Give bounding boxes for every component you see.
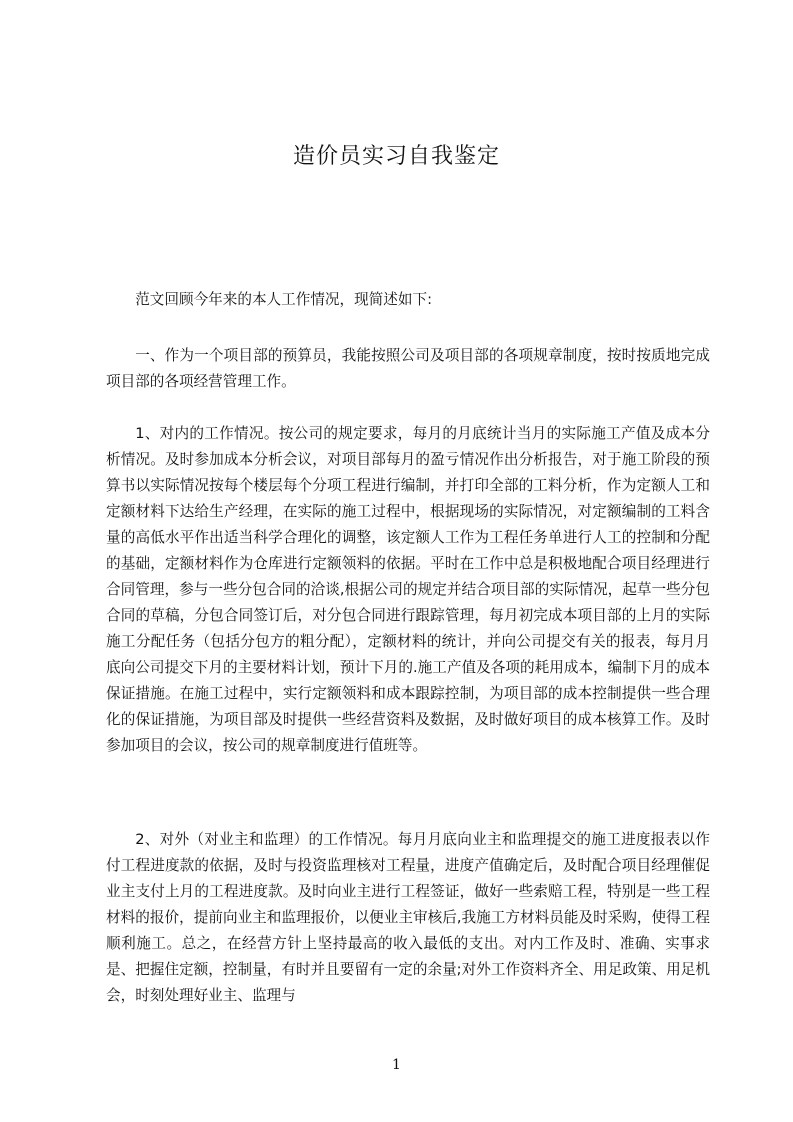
document-title: 造价员实习自我鉴定 [292, 144, 500, 169]
paragraph-section-one: 一、作为一个项目部的预算员，我能按照公司及项目部的各项规章制度，按时按质地完成项目部的各项经营管理工作。 [106, 347, 710, 390]
paragraph-internal-work: 1、对内的工作情况。按公司的规定要求，每月的月底统计当月的实际施工产值及成本分析情况。及时参加成本分析会议，对项目部每月的盈亏情况作出分析报告，对于施工阶段的预算书以实际情况按每个楼层每个分项工程进行编制，并打印全部的工料分析，作为定额人工和定额材料下达给生产经理，在实际的施工过程中，根据现场的实际情况，对定额编制的工料含量的高低水平作出适当科学合理化的调整，该定额人工作为工程任务单进行人工的控制和分配的基础，定额材料作为仓库进行定额领料的依据。平时在工作中总是积极地配合项目经理进行合同管理，参与一些分包合同的洽谈,根据公司的规定并结合项目部的实际情况，起草一些分包合同的草稿，分包合同签订后，对分包合同进行跟踪管理，每月初完成本项目部的上月的实际施工分配任务（包括分包方的粗分配），定额材料的统计，并向公司提交有关的报表，每月月底向公司提交下月的主要材料计划，预计下月的.施工产值及各项的耗用成本，编制下月的成本保证措施。在施工过程中，实行定额领料和成本跟踪控制，为项目部的成本控制提供一些合理化的保证措施，为项目部及时提供一些经营资料及数据，及时做好项目的成本核算工作。及时参加项目的会议，按公司的规章制度进行值班等。 [106, 425, 710, 754]
page-number: 1 [392, 1057, 401, 1073]
paragraph-intro: 范文回顾今年来的本人工作情况，现简述如下: [135, 291, 432, 308]
paragraph-external-work: 2、对外（对业主和监理）的工作情况。每月月底向业主和监理提交的施工进度报表以作付工程进度款的依据，及时与投资监理核对工程量，进度产值确定后，及时配合项目经理催促业主支付上月的工程进度款。及时向业主进行工程签证，做好一些索赔工程，特别是一些工程材料的报价，提前向业主和监理报价，以便业主审核后,我施工方材料员能及时采购，使得工程顺利施工。总之，在经营方针上坚持最高的收入最低的支出。对内工作及时、准确、实事求是、把握住定额，控制量，有时并且要留有一定的余量;对外工作资料齐全、用足政策、用足机会，时刻处理好业主、监理与 [106, 831, 710, 1004]
